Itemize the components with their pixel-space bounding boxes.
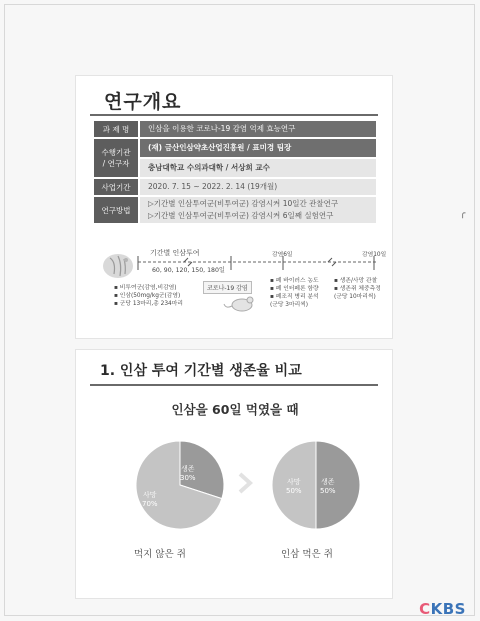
pie-charts: [76, 350, 394, 600]
scan-speck: ╭: [460, 209, 466, 219]
left-notes: ▪ 비투여군(감염,비감염) ▪ 인삼(50mg/kg군(감염) ▪ 군당 13마리,총 234마리: [114, 285, 183, 307]
broadcaster-logo: CKBS: [419, 600, 466, 618]
title-rule: [90, 114, 378, 116]
row-method: [94, 197, 376, 223]
study-timeline: [76, 248, 394, 340]
row-project-name: [94, 121, 376, 137]
right-notes: ▪ 생존/사망 관찰 ▪ 생존쥐 체중측정 (군당 10마리씩): [334, 278, 381, 300]
row-institution: [94, 139, 376, 177]
slide-survival-comparison: [75, 349, 393, 599]
institution-line-1: (재) 금산인삼약초산업진흥원 / 표미경 팀장: [140, 139, 376, 157]
pie-chart-untreated: [136, 441, 224, 529]
label-institution: 수행기관 / 연구자: [94, 139, 138, 177]
mouse-icon: [224, 297, 253, 311]
value-method: ▷기간별 인삼투여군(비투여군) 감염시켜 10일간 관찰연구 ▷기간별 인삼투여군(비투여군) 감염시켜 6일째 실험연구: [140, 197, 376, 223]
infection-label: 코로나-19 감염: [203, 281, 252, 294]
label-period: 사업기간: [94, 179, 138, 195]
slide-research-overview: [75, 75, 393, 339]
pie1-slice-death-label: 사망 70%: [142, 491, 158, 508]
mid-notes: ▪ 폐 바이러스 농도 ▪ 폐 인터페론 함량 ▪ 폐조직 병리 분석 (군당 3마리씩): [270, 278, 319, 308]
slide-title: 연구개요: [104, 91, 182, 113]
chart-subtitle: 인삼을 60일 먹였을 때: [171, 402, 299, 417]
label-project-name: 과 제 명: [94, 121, 138, 137]
pie2-slice-survive-label: 생존 50%: [320, 478, 336, 495]
day10-label: 감염10일: [362, 252, 387, 258]
value-institution: [140, 139, 376, 177]
institution-line-2: 충남대학교 수의과대학 / 서상희 교수: [140, 159, 376, 177]
overview-table: [94, 121, 376, 225]
row-period: [94, 179, 376, 195]
days-label: 60, 90, 120, 150, 180일: [152, 267, 225, 274]
pie1-slice-survive-label: 생존 30%: [180, 465, 196, 482]
pie2-caption: 인삼 먹은 쥐: [281, 549, 333, 560]
label-method: 연구방법: [94, 197, 138, 223]
day6-label: 감염6일: [272, 252, 293, 258]
section-title: 1. 인삼 투여 기간별 생존율 비교: [100, 363, 302, 379]
pie1-caption: 먹지 않은 쥐: [134, 549, 186, 560]
ginseng-image: [103, 254, 133, 278]
arrow-icon: [240, 474, 250, 492]
value-project-name: 인삼을 이용한 코로나-19 감염 억제 효능연구: [140, 121, 376, 137]
pie2-slice-death-label: 사망 50%: [286, 478, 302, 495]
period-label: 기간별 인삼투여: [150, 249, 200, 257]
value-period: 2020. 7. 15 ~ 2022. 2. 14 (19개월): [140, 179, 376, 195]
